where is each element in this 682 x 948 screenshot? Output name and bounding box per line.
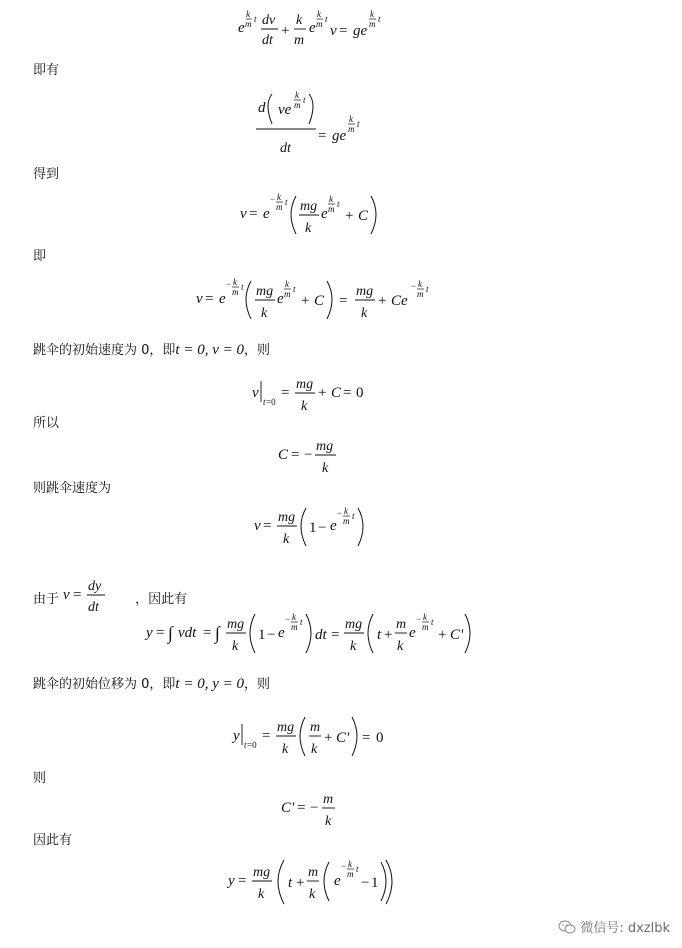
svg-text:=: = [297,800,306,816]
svg-text:=: = [318,128,327,144]
svg-text:Ce: Ce [391,293,408,309]
svg-text:m: m [347,869,354,879]
svg-text:m: m [348,124,355,134]
svg-text:k: k [370,9,374,19]
svg-text:=: = [281,385,290,401]
label-initial-displacement-math: t = 0, y = 0 [175,676,244,692]
svg-text:mg: mg [356,284,374,299]
svg-text:1: 1 [371,875,379,891]
label-ji: 即 [33,249,47,264]
svg-text:mg: mg [256,284,274,299]
svg-text:mg: mg [316,439,334,454]
svg-text:m: m [276,202,283,212]
svg-text:t: t [263,397,266,407]
svg-text:=: = [263,518,272,534]
svg-text:−: − [310,800,319,816]
svg-text:k: k [325,814,332,829]
svg-text:k: k [418,279,422,289]
svg-text:k: k [361,306,368,321]
svg-text:m: m [232,287,239,297]
svg-text:y: y [146,625,153,641]
svg-text:C': C' [281,800,295,816]
svg-text:k: k [423,612,427,622]
wechat-icon [558,920,576,934]
svg-text:dt: dt [280,141,291,156]
svg-text:+: + [301,293,310,309]
wechat-watermark [558,917,670,936]
svg-text:k: k [296,13,303,28]
svg-text:v: v [63,587,70,603]
svg-text:v: v [330,23,337,39]
svg-text:=0: =0 [266,397,276,407]
svg-text:mg: mg [300,199,318,214]
svg-text:k: k [301,399,308,414]
label-initial-displacement-tail: ，则 [243,677,270,692]
svg-text:t: t [352,511,355,521]
svg-text:+: + [281,23,290,39]
svg-text:mg: mg [227,617,245,632]
equation-6 [278,439,336,476]
svg-text:t: t [254,14,257,24]
svg-text:t: t [285,197,288,207]
svg-text:+: + [384,627,393,643]
svg-text:k: k [305,221,312,236]
svg-text:e: e [263,206,270,222]
svg-text:t: t [293,284,296,294]
svg-text:C: C [314,293,325,309]
svg-text:1: 1 [258,627,266,643]
svg-text:v: v [254,518,261,534]
svg-text:k: k [329,194,333,204]
svg-text:−: − [361,875,370,891]
svg-text:k: k [317,9,321,19]
svg-text:e: e [278,625,285,641]
svg-text:+: + [324,730,333,746]
svg-text:=: = [238,873,247,889]
svg-text:0: 0 [356,385,364,401]
svg-text:mg: mg [277,720,295,735]
svg-text:t: t [378,14,381,24]
svg-text:e: e [409,625,416,641]
svg-text:m: m [396,617,407,632]
svg-text:k: k [348,859,352,869]
label-initial-velocity-text: 跳伞的初始速度为 0，即 [33,343,176,358]
svg-text:k: k [277,192,281,202]
svg-text:C: C [278,447,289,463]
svg-text:=: = [339,293,348,309]
label-since-text: 由于 [33,592,60,607]
svg-text:t: t [325,14,328,24]
svg-text:+: + [318,385,327,401]
svg-text:k: k [311,742,318,757]
svg-text:e: e [219,291,226,307]
svg-text:e: e [238,20,245,36]
label-since-tail: ，因此有 [135,592,188,607]
svg-text:ge: ge [353,23,368,39]
label-initial-velocity-math: t = 0, v = 0 [175,342,244,358]
svg-text:k: k [258,887,265,902]
equation-8 [144,612,470,654]
svg-text:m: m [308,865,319,880]
label-since [33,577,187,617]
svg-text:0: 0 [376,730,384,746]
svg-text:k: k [295,90,299,100]
svg-text:k: k [397,639,404,654]
svg-text:vdt: vdt [178,625,197,641]
svg-text:t: t [431,617,434,627]
equation-10 [281,792,335,829]
svg-text:−: − [226,279,232,289]
svg-text:d: d [258,100,266,116]
svg-text:m: m [294,100,301,110]
svg-text:=: = [73,587,82,603]
svg-text:=0: =0 [247,740,257,750]
svg-text:t: t [377,627,382,643]
svg-text:−: − [270,194,276,204]
svg-text:−: − [416,614,422,624]
svg-text:−: − [341,861,347,871]
svg-text:v: v [196,291,203,307]
svg-text:m: m [323,792,334,807]
label-velocity-is: 则跳伞速度为 [33,481,112,496]
svg-text:t: t [303,95,306,105]
svg-text:m: m [343,516,350,526]
equation-9 [231,717,384,757]
equation-2 [256,90,360,156]
svg-text:+: + [345,208,354,224]
svg-text:e: e [309,20,316,36]
svg-text:m: m [422,622,429,632]
svg-text:k: k [232,639,239,654]
svg-text:y: y [233,728,240,744]
svg-text:ve: ve [278,102,292,118]
equation-1 [238,9,381,48]
svg-text:t: t [357,119,360,129]
svg-text:=: = [205,291,214,307]
svg-text:C: C [331,385,342,401]
label-ze: 则 [33,771,47,786]
svg-text:−: − [411,281,417,291]
svg-text:m: m [417,289,424,299]
svg-text:∫: ∫ [215,623,220,643]
svg-text:e: e [330,518,337,534]
svg-text:dt: dt [262,33,273,48]
svg-text:k: k [350,639,357,654]
svg-text:=: = [156,625,165,641]
svg-text:m: m [310,720,321,735]
label-ji-you: 即有 [33,63,60,78]
svg-text:k: k [349,114,353,124]
svg-text:t: t [337,199,340,209]
svg-text:v: v [240,206,247,222]
svg-text:=: = [331,627,340,643]
svg-text:mg: mg [278,510,296,525]
equation-4 [196,277,429,321]
svg-text:dt: dt [88,600,100,615]
svg-text:=: = [362,730,371,746]
label-initial-displacement-text: 跳伞的初始位移为 0，即 [33,677,176,692]
svg-text:y: y [228,873,235,889]
svg-text:+: + [438,627,447,643]
dy-dt-fraction [63,577,135,617]
svg-text:−: − [318,520,327,536]
svg-text:t: t [244,740,247,750]
svg-text:mg: mg [253,865,271,880]
svg-text:t: t [356,864,359,874]
label-suo-yi: 所以 [33,416,60,431]
svg-text:dv: dv [262,13,276,28]
label-initial-displacement [33,675,270,694]
svg-text:=: = [291,447,300,463]
svg-text:v: v [252,385,259,401]
svg-text:k: k [261,306,268,321]
svg-text:+: + [378,293,387,309]
svg-text:m: m [294,33,305,48]
svg-text:m: m [369,19,376,29]
svg-text:=: = [343,385,352,401]
svg-text:=: = [262,728,271,744]
svg-text:C: C [358,208,369,224]
svg-text:e: e [321,206,328,222]
svg-text:t: t [241,282,244,292]
svg-text:k: k [292,612,296,622]
svg-text:m: m [291,622,298,632]
svg-text:=: = [249,206,258,222]
equation-7 [254,506,363,547]
svg-text:+: + [296,875,305,891]
label-de-dao: 得到 [33,167,60,182]
svg-text:∫: ∫ [168,623,173,643]
svg-text:dy: dy [88,579,102,594]
label-initial-velocity-tail: ，则 [243,343,270,358]
svg-text:k: k [309,887,316,902]
svg-text:−: − [285,614,291,624]
svg-text:m: m [316,19,323,29]
svg-text:−: − [267,627,276,643]
svg-text:C': C' [450,627,464,643]
svg-text:t: t [288,875,293,891]
svg-text:−: − [337,508,343,518]
svg-text:mg: mg [296,377,314,392]
svg-text:k: k [283,532,290,547]
svg-text:1: 1 [309,520,317,536]
svg-text:m: m [328,204,335,214]
svg-text:k: k [322,461,329,476]
equation-3 [240,192,376,236]
svg-text:mg: mg [345,617,363,632]
svg-text:ge: ge [332,128,347,144]
svg-text:k: k [233,277,237,287]
svg-text:e: e [334,873,341,889]
svg-text:C': C' [336,730,350,746]
svg-text:k: k [285,279,289,289]
svg-text:m: m [245,19,252,29]
svg-text:dt: dt [315,627,327,643]
svg-text:k: k [282,742,289,757]
svg-text:e: e [277,291,284,307]
equation-5 [252,377,364,414]
label-therefore: 因此有 [33,833,73,848]
wechat-id: 微信号: dxzlbk [580,921,670,936]
svg-text:k: k [246,9,250,19]
svg-text:=: = [203,625,212,641]
svg-text:k: k [344,506,348,516]
equation-11 [226,859,392,904]
svg-text:−: − [304,447,313,463]
svg-text:=: = [339,23,348,39]
svg-text:m: m [284,289,291,299]
svg-text:t: t [426,284,429,294]
label-initial-velocity [33,341,270,360]
svg-text:t: t [300,617,303,627]
